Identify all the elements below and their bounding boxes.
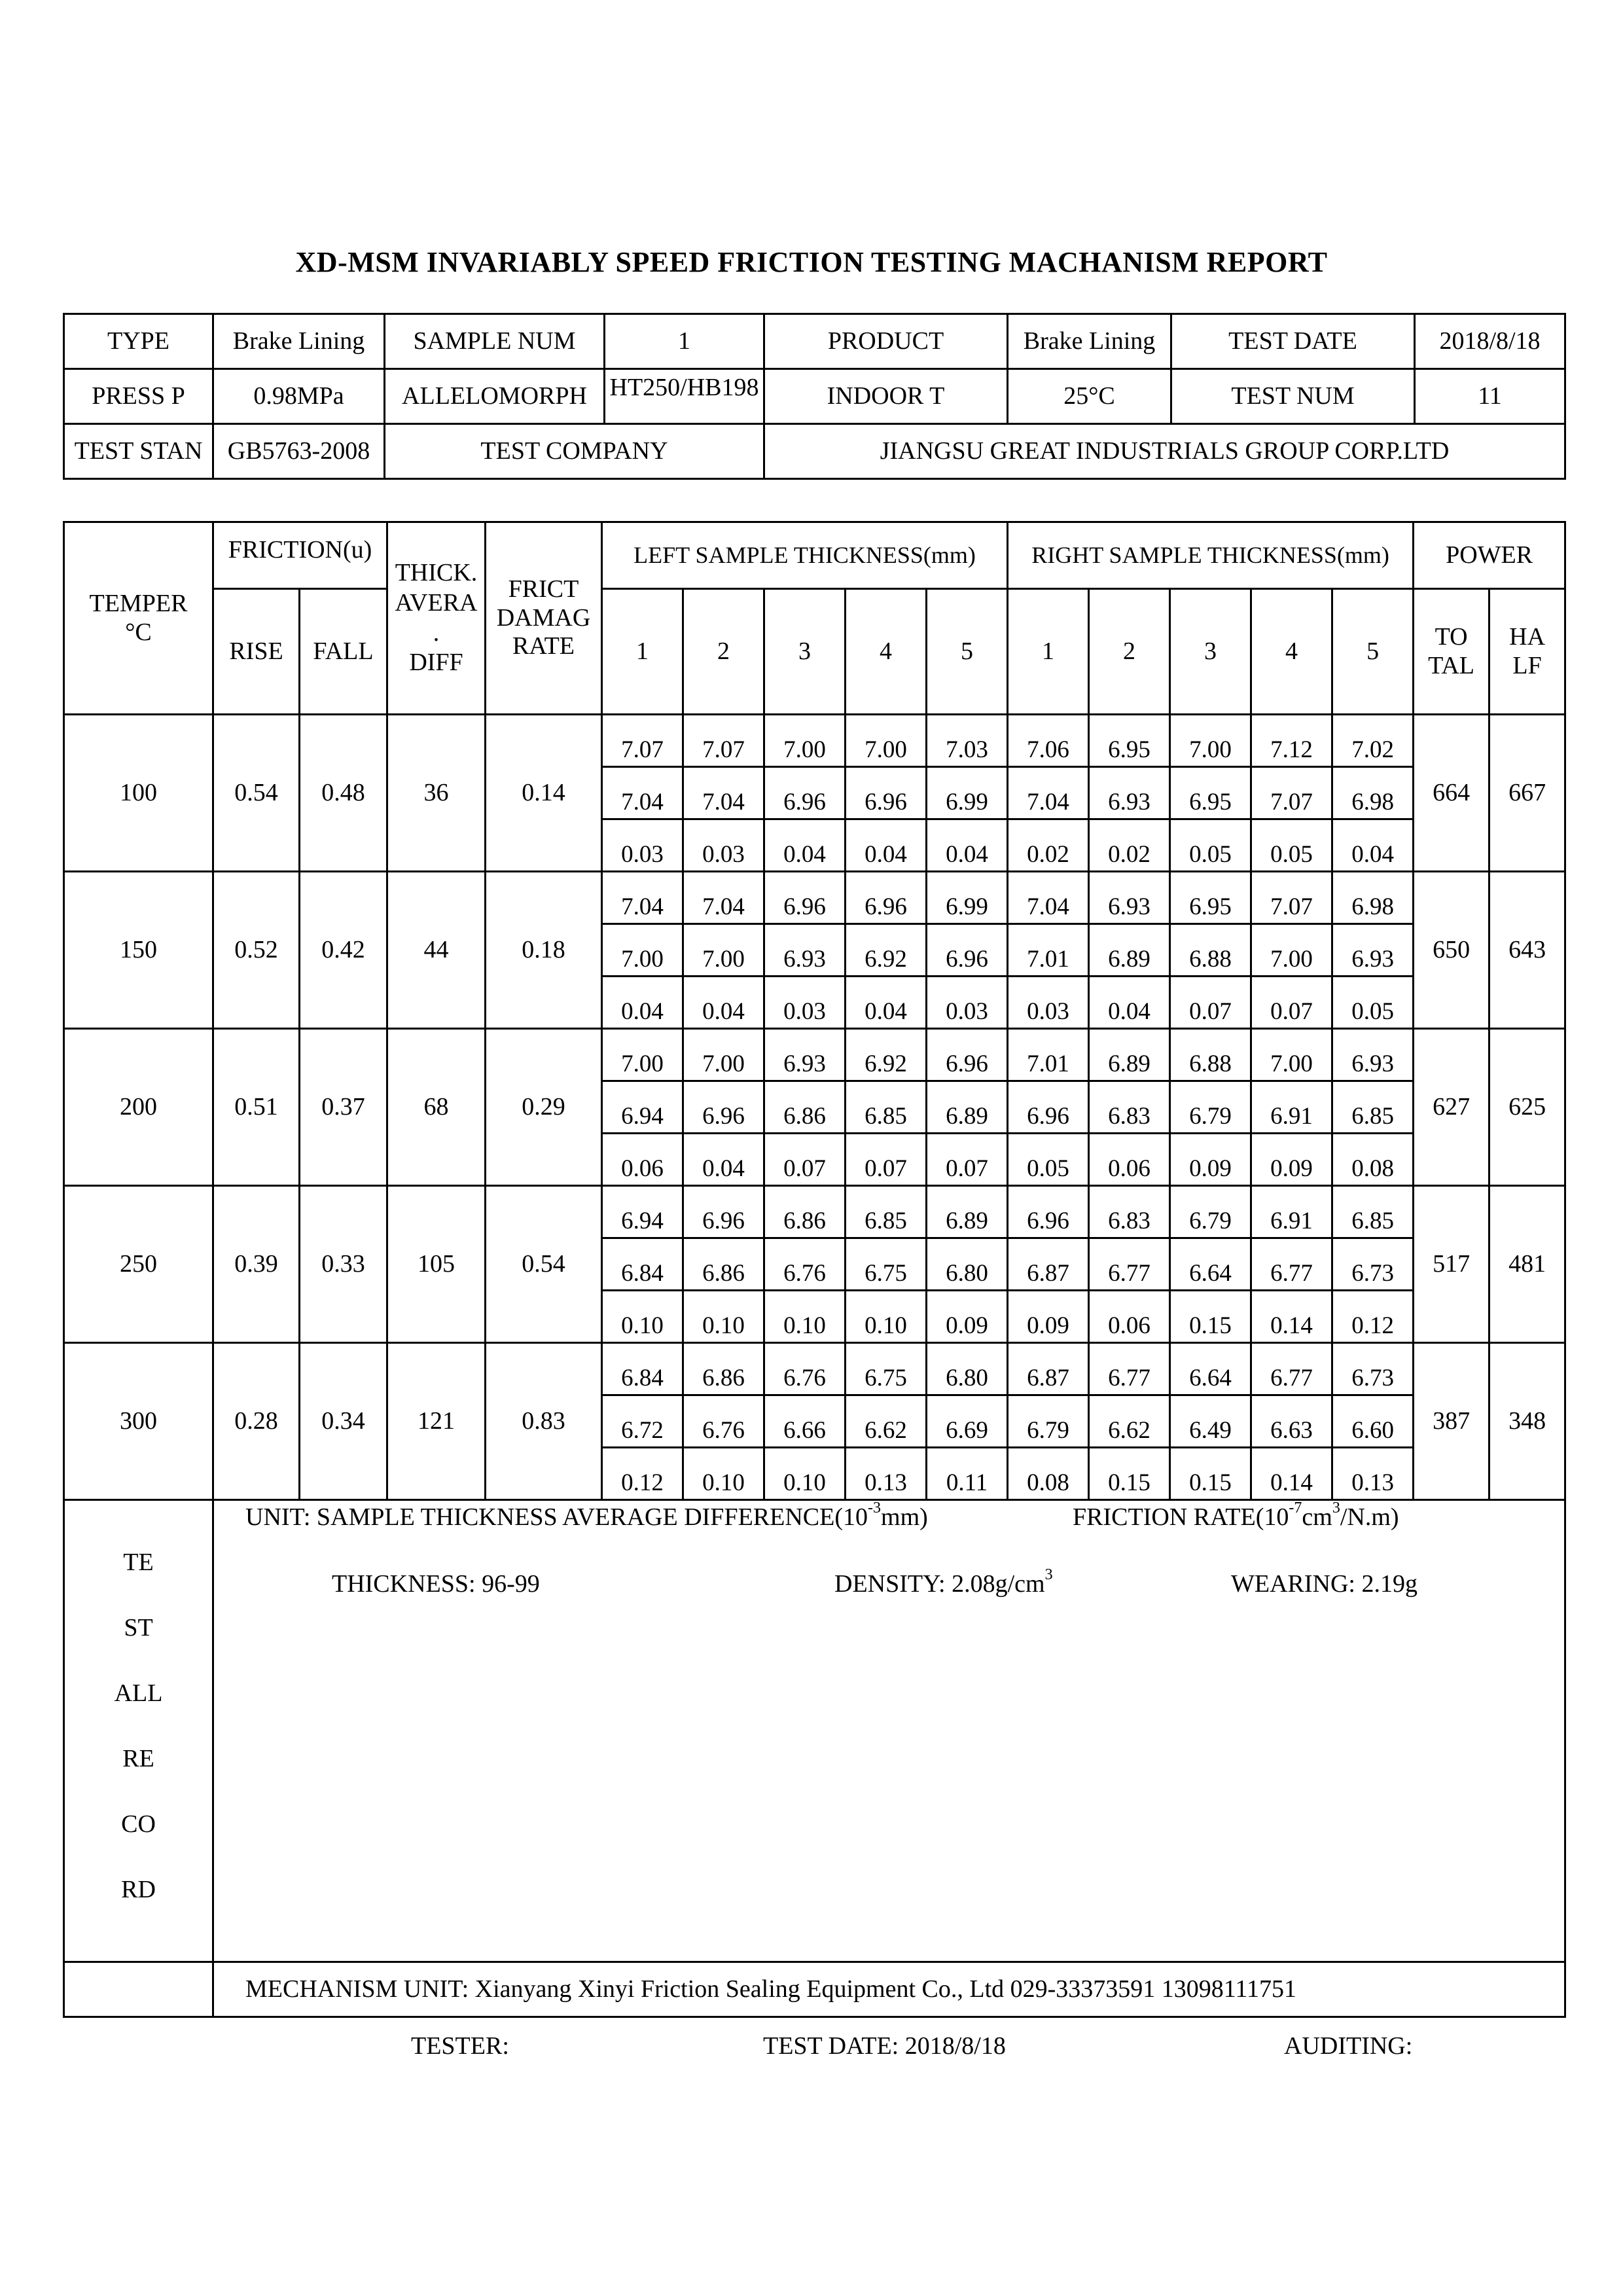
left-thickness-cell: 7.04 bbox=[602, 767, 683, 819]
left-thickness-cell: 0.04 bbox=[764, 819, 846, 872]
allelomorph-label: ALLELOMORPH bbox=[385, 369, 605, 424]
test-data-table bbox=[63, 521, 1566, 2018]
right-thickness-cell: 7.07 bbox=[1251, 872, 1332, 924]
table-row bbox=[64, 715, 1565, 767]
density-text: DENSITY: 2.08g/cm bbox=[834, 1570, 1045, 1598]
left-col-5: 5 bbox=[927, 589, 1008, 715]
right-thickness-cell: 6.95 bbox=[1170, 872, 1251, 924]
right-col-1: 1 bbox=[1008, 589, 1089, 715]
rate-mid: cm bbox=[1302, 1503, 1332, 1531]
right-thickness-cell: 0.02 bbox=[1008, 819, 1089, 872]
right-thickness-cell: 0.08 bbox=[1008, 1448, 1089, 1500]
product-value: Brake Lining bbox=[1008, 314, 1171, 369]
left-col-4: 4 bbox=[846, 589, 927, 715]
test-all-record-label bbox=[64, 1500, 213, 1962]
right-thickness-cell: 6.96 bbox=[1008, 1081, 1089, 1134]
right-thickness-cell: 6.98 bbox=[1332, 767, 1414, 819]
right-thickness-cell: 0.09 bbox=[1251, 1134, 1332, 1186]
right-thickness-cell: 6.62 bbox=[1089, 1395, 1170, 1448]
right-thickness-cell: 6.87 bbox=[1008, 1343, 1089, 1395]
press-value: 0.98MPa bbox=[213, 369, 385, 424]
power-total-cell: 517 bbox=[1414, 1186, 1489, 1343]
left-thickness-cell: 0.06 bbox=[602, 1134, 683, 1186]
left-thickness-cell: 0.04 bbox=[602, 977, 683, 1029]
right-thickness-cell: 6.77 bbox=[1251, 1238, 1332, 1291]
right-thickness-cell: 6.79 bbox=[1170, 1081, 1251, 1134]
left-thickness-cell: 7.00 bbox=[602, 1029, 683, 1081]
thickness-value: THICKNESS: 96-99 bbox=[332, 1570, 540, 1598]
table-row bbox=[64, 1343, 1565, 1395]
right-thickness-cell: 0.06 bbox=[1089, 1134, 1170, 1186]
left-thickness-cell: 6.94 bbox=[602, 1186, 683, 1238]
right-thickness-cell: 6.87 bbox=[1008, 1238, 1089, 1291]
unit-line bbox=[245, 1499, 1399, 1532]
press-label: PRESS P bbox=[64, 369, 213, 424]
left-thickness-cell: 6.84 bbox=[602, 1238, 683, 1291]
fall-cell: 0.33 bbox=[300, 1186, 387, 1343]
company-label: TEST COMPANY bbox=[385, 424, 764, 479]
left-thickness-cell: 6.96 bbox=[927, 1029, 1008, 1081]
power-half-cell: 667 bbox=[1489, 715, 1565, 872]
right-thickness-cell: 0.06 bbox=[1089, 1291, 1170, 1343]
left-thickness-cell: 6.96 bbox=[764, 767, 846, 819]
left-thickness-cell: 6.92 bbox=[846, 1029, 927, 1081]
power-half-cell: 348 bbox=[1489, 1343, 1565, 1500]
record-label-line: ALL bbox=[114, 1679, 163, 1707]
right-thickness-cell: 6.88 bbox=[1170, 924, 1251, 977]
half-header: HA LF bbox=[1489, 589, 1565, 715]
left-thickness-cell: 6.80 bbox=[927, 1343, 1008, 1395]
right-thickness-cell: 6.93 bbox=[1332, 924, 1414, 977]
right-thickness-cell: 6.85 bbox=[1332, 1081, 1414, 1134]
left-thickness-cell: 6.99 bbox=[927, 872, 1008, 924]
record-label-line: TE bbox=[123, 1549, 154, 1576]
left-thickness-cell: 7.04 bbox=[602, 872, 683, 924]
power-total-cell: 650 bbox=[1414, 872, 1489, 1029]
wearing-value: WEARING: 2.19g bbox=[1231, 1570, 1418, 1598]
left-col-2: 2 bbox=[683, 589, 764, 715]
table-row bbox=[64, 1186, 1565, 1238]
rise-cell: 0.39 bbox=[213, 1186, 300, 1343]
record-label-line: CO bbox=[121, 1810, 156, 1838]
thick-diff-cell: 44 bbox=[387, 872, 486, 1029]
type-value: Brake Lining bbox=[213, 314, 385, 369]
right-thickness-cell: 6.93 bbox=[1089, 872, 1170, 924]
left-thickness-cell: 0.07 bbox=[846, 1134, 927, 1186]
right-thickness-cell: 6.88 bbox=[1170, 1029, 1251, 1081]
right-thickness-cell: 0.03 bbox=[1008, 977, 1089, 1029]
damage-rate-cell: 0.83 bbox=[486, 1343, 602, 1500]
left-thickness-cell: 6.94 bbox=[602, 1081, 683, 1134]
temperature-cell: 100 bbox=[64, 715, 213, 872]
rate-exponent: -7 bbox=[1289, 1499, 1302, 1516]
damage-rate-cell: 0.14 bbox=[486, 715, 602, 872]
right-thickness-cell: 0.02 bbox=[1089, 819, 1170, 872]
left-thickness-cell: 0.10 bbox=[602, 1291, 683, 1343]
left-thickness-cell: 6.96 bbox=[846, 767, 927, 819]
left-thickness-cell: 6.75 bbox=[846, 1238, 927, 1291]
left-thickness-cell: 6.86 bbox=[764, 1186, 846, 1238]
thick-diff-cell: 36 bbox=[387, 715, 486, 872]
left-thickness-cell: 7.04 bbox=[683, 872, 764, 924]
left-thickness-cell: 6.96 bbox=[846, 872, 927, 924]
left-thickness-cell: 0.11 bbox=[927, 1448, 1008, 1500]
record-label-line: RE bbox=[122, 1745, 154, 1772]
left-thickness-cell: 0.10 bbox=[683, 1291, 764, 1343]
fall-cell: 0.42 bbox=[300, 872, 387, 1029]
left-thickness-cell: 6.89 bbox=[927, 1081, 1008, 1134]
test-date-value: 2018/8/18 bbox=[1415, 314, 1565, 369]
left-thickness-cell: 6.99 bbox=[927, 767, 1008, 819]
power-total-cell: 627 bbox=[1414, 1029, 1489, 1186]
temperature-cell: 150 bbox=[64, 872, 213, 1029]
test-date-label: TEST DATE bbox=[1171, 314, 1415, 369]
power-header: POWER bbox=[1414, 522, 1565, 589]
left-thickness-cell: 7.04 bbox=[683, 767, 764, 819]
fall-header: FALL bbox=[300, 589, 387, 715]
left-thickness-cell: 6.85 bbox=[846, 1186, 927, 1238]
temperature-cell: 200 bbox=[64, 1029, 213, 1186]
right-thickness-cell: 6.96 bbox=[1008, 1186, 1089, 1238]
friction-header: FRICTION(u) bbox=[213, 522, 387, 589]
right-thickness-cell: 7.07 bbox=[1251, 767, 1332, 819]
power-total-cell: 664 bbox=[1414, 715, 1489, 872]
right-thickness-cell: 0.07 bbox=[1170, 977, 1251, 1029]
left-thickness-cell: 0.03 bbox=[764, 977, 846, 1029]
right-thickness-cell: 7.01 bbox=[1008, 924, 1089, 977]
left-thickness-cell: 7.00 bbox=[846, 715, 927, 767]
right-thickness-cell: 7.02 bbox=[1332, 715, 1414, 767]
left-thickness-cell: 0.04 bbox=[846, 819, 927, 872]
mechanism-unit: MECHANISM UNIT: Xianyang Xinyi Friction Sealing Equipment Co., Ltd 029-33373591 13098111751 bbox=[213, 1962, 1565, 2017]
left-thickness-cell: 6.96 bbox=[683, 1186, 764, 1238]
left-thickness-cell: 6.69 bbox=[927, 1395, 1008, 1448]
table-row bbox=[64, 872, 1565, 924]
rate-suffix: /N.m) bbox=[1340, 1503, 1399, 1531]
right-thickness-cell: 0.05 bbox=[1170, 819, 1251, 872]
left-thickness-cell: 0.10 bbox=[764, 1291, 846, 1343]
left-thickness-cell: 6.86 bbox=[764, 1081, 846, 1134]
left-thickness-cell: 0.12 bbox=[602, 1448, 683, 1500]
right-thickness-cell: 6.77 bbox=[1089, 1238, 1170, 1291]
left-thickness-cell: 6.93 bbox=[764, 924, 846, 977]
right-thickness-cell: 7.04 bbox=[1008, 872, 1089, 924]
record-notes bbox=[213, 1500, 1565, 1962]
right-thickness-cell: 0.13 bbox=[1332, 1448, 1414, 1500]
left-thickness-cell: 0.07 bbox=[764, 1134, 846, 1186]
left-header: LEFT SAMPLE THICKNESS(mm) bbox=[602, 522, 1008, 589]
indoor-value: 25°C bbox=[1008, 369, 1171, 424]
mechanism-label-blank bbox=[64, 1962, 213, 2017]
left-thickness-cell: 6.76 bbox=[764, 1343, 846, 1395]
right-thickness-cell: 6.64 bbox=[1170, 1343, 1251, 1395]
left-thickness-cell: 0.10 bbox=[683, 1448, 764, 1500]
company-value: JIANGSU GREAT INDUSTRIALS GROUP CORP.LTD bbox=[764, 424, 1565, 479]
record-label-line: ST bbox=[124, 1614, 153, 1641]
left-col-3: 3 bbox=[764, 589, 846, 715]
right-thickness-cell: 6.91 bbox=[1251, 1081, 1332, 1134]
left-thickness-cell: 0.04 bbox=[927, 819, 1008, 872]
right-col-3: 3 bbox=[1170, 589, 1251, 715]
rate-text: FRICTION RATE(10 bbox=[1073, 1503, 1289, 1531]
right-thickness-cell: 6.98 bbox=[1332, 872, 1414, 924]
record-label-line: RD bbox=[121, 1876, 156, 1903]
right-thickness-cell: 6.91 bbox=[1251, 1186, 1332, 1238]
right-thickness-cell: 7.06 bbox=[1008, 715, 1089, 767]
thick-diff-cell: 121 bbox=[387, 1343, 486, 1500]
right-thickness-cell: 7.00 bbox=[1251, 924, 1332, 977]
right-thickness-cell: 0.15 bbox=[1170, 1448, 1251, 1500]
left-thickness-cell: 0.10 bbox=[764, 1448, 846, 1500]
left-thickness-cell: 6.66 bbox=[764, 1395, 846, 1448]
power-total-cell: 387 bbox=[1414, 1343, 1489, 1500]
right-thickness-cell: 6.73 bbox=[1332, 1238, 1414, 1291]
left-thickness-cell: 0.03 bbox=[602, 819, 683, 872]
left-thickness-cell: 6.96 bbox=[683, 1081, 764, 1134]
rise-header: RISE bbox=[213, 589, 300, 715]
left-thickness-cell: 7.00 bbox=[683, 924, 764, 977]
right-thickness-cell: 7.12 bbox=[1251, 715, 1332, 767]
thick-diff-cell: 68 bbox=[387, 1029, 486, 1186]
right-thickness-cell: 6.77 bbox=[1089, 1343, 1170, 1395]
right-thickness-cell: 6.85 bbox=[1332, 1186, 1414, 1238]
rate-exponent-2: 3 bbox=[1332, 1499, 1340, 1516]
left-thickness-cell: 7.03 bbox=[927, 715, 1008, 767]
temper-header: TEMPER °C bbox=[64, 522, 213, 715]
left-thickness-cell: 6.76 bbox=[683, 1395, 764, 1448]
left-thickness-cell: 6.86 bbox=[683, 1343, 764, 1395]
fall-cell: 0.37 bbox=[300, 1029, 387, 1186]
right-thickness-cell: 6.64 bbox=[1170, 1238, 1251, 1291]
allelomorph-value-cell bbox=[605, 369, 764, 424]
allelomorph-value: HT250/HB198 bbox=[609, 374, 759, 401]
damage-rate-cell: 0.54 bbox=[486, 1186, 602, 1343]
footer-test-date: TEST DATE: 2018/8/18 bbox=[763, 2032, 1006, 2060]
right-thickness-cell: 6.79 bbox=[1008, 1395, 1089, 1448]
thick-diff-cell: 105 bbox=[387, 1186, 486, 1343]
right-thickness-cell: 7.01 bbox=[1008, 1029, 1089, 1081]
right-header: RIGHT SAMPLE THICKNESS(mm) bbox=[1008, 522, 1414, 589]
right-thickness-cell: 6.60 bbox=[1332, 1395, 1414, 1448]
left-thickness-cell: 6.85 bbox=[846, 1081, 927, 1134]
right-thickness-cell: 0.04 bbox=[1332, 819, 1414, 872]
info-table bbox=[63, 313, 1566, 480]
right-thickness-cell: 6.95 bbox=[1089, 715, 1170, 767]
density-value bbox=[834, 1566, 1053, 1599]
damage-rate-cell: 0.29 bbox=[486, 1029, 602, 1186]
left-col-1: 1 bbox=[602, 589, 683, 715]
fall-cell: 0.34 bbox=[300, 1343, 387, 1500]
right-thickness-cell: 6.93 bbox=[1332, 1029, 1414, 1081]
sample-num-label: SAMPLE NUM bbox=[385, 314, 605, 369]
left-thickness-cell: 0.04 bbox=[846, 977, 927, 1029]
left-thickness-cell: 6.72 bbox=[602, 1395, 683, 1448]
left-thickness-cell: 0.04 bbox=[683, 977, 764, 1029]
right-thickness-cell: 6.73 bbox=[1332, 1343, 1414, 1395]
left-thickness-cell: 6.75 bbox=[846, 1343, 927, 1395]
left-thickness-cell: 0.04 bbox=[683, 1134, 764, 1186]
right-col-5: 5 bbox=[1332, 589, 1414, 715]
damage-rate-cell: 0.18 bbox=[486, 872, 602, 1029]
rise-cell: 0.52 bbox=[213, 872, 300, 1029]
temperature-cell: 250 bbox=[64, 1186, 213, 1343]
test-stan-value: GB5763-2008 bbox=[213, 424, 385, 479]
left-thickness-cell: 0.03 bbox=[927, 977, 1008, 1029]
right-thickness-cell: 6.89 bbox=[1089, 1029, 1170, 1081]
auditing-label: AUDITING: bbox=[1284, 2032, 1413, 2060]
unit-suffix: mm) bbox=[881, 1503, 928, 1531]
rise-cell: 0.54 bbox=[213, 715, 300, 872]
right-thickness-cell: 0.05 bbox=[1332, 977, 1414, 1029]
right-thickness-cell: 6.77 bbox=[1251, 1343, 1332, 1395]
right-thickness-cell: 6.49 bbox=[1170, 1395, 1251, 1448]
fall-cell: 0.48 bbox=[300, 715, 387, 872]
tester-label: TESTER: bbox=[411, 2032, 509, 2060]
left-thickness-cell: 0.13 bbox=[846, 1448, 927, 1500]
right-thickness-cell: 7.00 bbox=[1251, 1029, 1332, 1081]
left-thickness-cell: 0.07 bbox=[927, 1134, 1008, 1186]
left-thickness-cell: 6.76 bbox=[764, 1238, 846, 1291]
left-thickness-cell: 7.00 bbox=[683, 1029, 764, 1081]
power-half-cell: 643 bbox=[1489, 872, 1565, 1029]
sample-num-value: 1 bbox=[605, 314, 764, 369]
total-header: TO TAL bbox=[1414, 589, 1489, 715]
right-thickness-cell: 0.07 bbox=[1251, 977, 1332, 1029]
right-thickness-cell: 6.89 bbox=[1089, 924, 1170, 977]
right-thickness-cell: 6.95 bbox=[1170, 767, 1251, 819]
left-thickness-cell: 6.84 bbox=[602, 1343, 683, 1395]
right-thickness-cell: 0.14 bbox=[1251, 1291, 1332, 1343]
report-title: XD-MSM INVARIABLY SPEED FRICTION TESTING MACHANISM REPORT bbox=[295, 246, 1328, 278]
unit-text: UNIT: SAMPLE THICKNESS AVERAGE DIFFERENCE(10 bbox=[245, 1503, 868, 1531]
unit-exponent: -3 bbox=[868, 1499, 882, 1516]
left-thickness-cell: 7.07 bbox=[602, 715, 683, 767]
right-thickness-cell: 0.14 bbox=[1251, 1448, 1332, 1500]
rise-cell: 0.51 bbox=[213, 1029, 300, 1186]
right-thickness-cell: 0.09 bbox=[1170, 1134, 1251, 1186]
power-half-cell: 481 bbox=[1489, 1186, 1565, 1343]
right-thickness-cell: 6.93 bbox=[1089, 767, 1170, 819]
left-thickness-cell: 7.00 bbox=[764, 715, 846, 767]
table-row bbox=[64, 1029, 1565, 1081]
right-thickness-cell: 0.15 bbox=[1089, 1448, 1170, 1500]
right-thickness-cell: 7.04 bbox=[1008, 767, 1089, 819]
left-thickness-cell: 0.10 bbox=[846, 1291, 927, 1343]
right-col-4: 4 bbox=[1251, 589, 1332, 715]
left-thickness-cell: 6.96 bbox=[764, 872, 846, 924]
left-thickness-cell: 0.09 bbox=[927, 1291, 1008, 1343]
left-thickness-cell: 7.00 bbox=[602, 924, 683, 977]
left-thickness-cell: 6.62 bbox=[846, 1395, 927, 1448]
right-thickness-cell: 6.63 bbox=[1251, 1395, 1332, 1448]
type-label: TYPE bbox=[64, 314, 213, 369]
right-col-2: 2 bbox=[1089, 589, 1170, 715]
test-stan-label: TEST STAN bbox=[64, 424, 213, 479]
product-label: PRODUCT bbox=[764, 314, 1008, 369]
left-thickness-cell: 6.92 bbox=[846, 924, 927, 977]
left-thickness-cell: 6.93 bbox=[764, 1029, 846, 1081]
right-thickness-cell: 0.05 bbox=[1008, 1134, 1089, 1186]
right-thickness-cell: 0.04 bbox=[1089, 977, 1170, 1029]
right-thickness-cell: 0.05 bbox=[1251, 819, 1332, 872]
power-half-cell: 625 bbox=[1489, 1029, 1565, 1186]
density-exponent: 3 bbox=[1044, 1566, 1053, 1583]
test-num-value: 11 bbox=[1415, 369, 1565, 424]
frict-header: FRICT DAMAG RATE bbox=[486, 522, 602, 715]
left-thickness-cell: 0.03 bbox=[683, 819, 764, 872]
left-thickness-cell: 6.96 bbox=[927, 924, 1008, 977]
right-thickness-cell: 0.09 bbox=[1008, 1291, 1089, 1343]
right-thickness-cell: 0.08 bbox=[1332, 1134, 1414, 1186]
rise-cell: 0.28 bbox=[213, 1343, 300, 1500]
temperature-cell: 300 bbox=[64, 1343, 213, 1500]
right-thickness-cell: 0.15 bbox=[1170, 1291, 1251, 1343]
right-thickness-cell: 6.83 bbox=[1089, 1081, 1170, 1134]
friction-rate-unit bbox=[1073, 1499, 1399, 1532]
test-num-label: TEST NUM bbox=[1171, 369, 1415, 424]
right-thickness-cell: 6.79 bbox=[1170, 1186, 1251, 1238]
left-thickness-cell: 6.80 bbox=[927, 1238, 1008, 1291]
right-thickness-cell: 6.83 bbox=[1089, 1186, 1170, 1238]
left-thickness-cell: 7.07 bbox=[683, 715, 764, 767]
left-thickness-cell: 6.86 bbox=[683, 1238, 764, 1291]
right-thickness-cell: 0.12 bbox=[1332, 1291, 1414, 1343]
right-thickness-cell: 7.00 bbox=[1170, 715, 1251, 767]
thick-header: THICK. AVERA . DIFF bbox=[387, 522, 486, 715]
left-thickness-cell: 6.89 bbox=[927, 1186, 1008, 1238]
indoor-label: INDOOR T bbox=[764, 369, 1008, 424]
